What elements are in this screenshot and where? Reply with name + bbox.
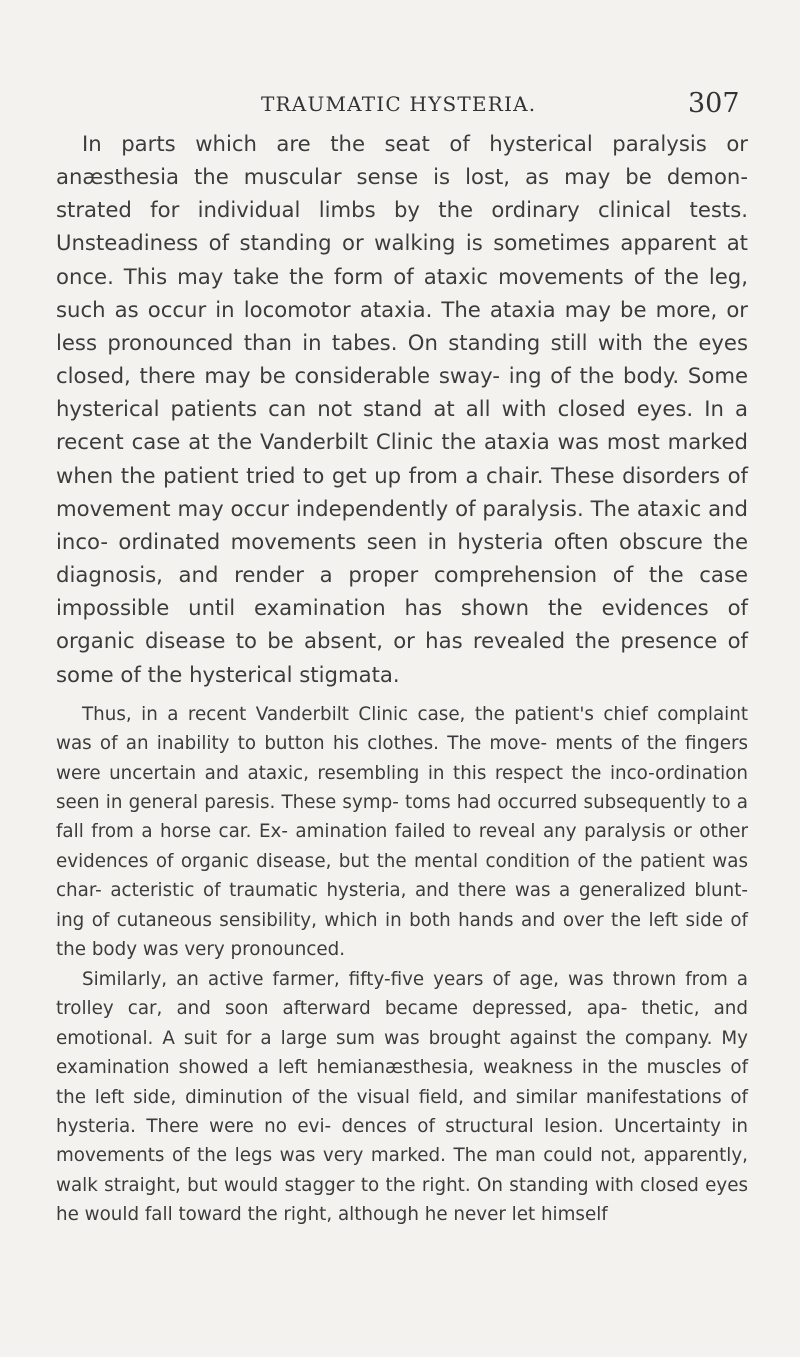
paragraph-gap (56, 691, 748, 700)
page-number: 307 (688, 88, 740, 119)
page-header (0, 86, 800, 126)
running-head: TRAUMATIC HYSTERIA. (261, 92, 537, 116)
paragraph-case-farmer: Similarly, an active farmer, fifty-five years of age, was thrown from a trolley car, and soon afterward became depressed, apa- thetic, and emotional. A suit for a large sum was brought against the company. My examination showed a left hemianæsthesia, weakness in the muscles of the left side, diminution of the visual field, and similar manifestations of hysteria. There were no evi- dences of structural lesion. Uncertainty in movements of the legs was very marked. The man could not, apparently, walk straight, but would stagger to the right. On standing with closed eyes he would fall toward the right, although he never let himself (56, 968, 748, 1226)
page-body (56, 127, 748, 1230)
paragraph-ataxia: In parts which are the seat of hysterical paralysis or anæsthesia the muscular sense is lost, as may be demon- strated for individual limbs by the ordinary clinical tests. Unsteadiness of standing or walking is sometimes apparent at once. This may take the form of ataxic movements of the leg, such as occur in locomotor ataxia. The ataxia may be more, or less pronounced than in tabes. On standing still with the eyes closed, there may be considerable sway- ing of the body. Some hysterical patients can not stand at all with closed eyes. In a recent case at the Vanderbilt Clinic the ataxia was most marked when the patient tried to get up from a chair. These disorders of movement may occur independently of paralysis. The ataxic and inco- ordinated movements seen in hysteria often obscure the diagnosis, and render a proper comprehension of the case impossible until examination has shown the evidences of organic disease to be absent, or has revealed the presence of some of the hysterical stigmata. (56, 131, 748, 687)
paragraph-case-button-clothes: Thus, in a recent Vanderbilt Clinic case, the patient's chief complaint was of an inability to button his clothes. The move- ments of the fingers were uncertain and ataxic, resembling in this respect the inco-ordination seen in general paresis. These symp- toms had occurred subsequently to a fall from a horse car. Ex- amination failed to reveal any paralysis or other evidences of organic disease, but the mental condition of the patient was char- acteristic of traumatic hysteria, and there was a generalized blunt- ing of cutaneous sensibility, which in both hands and over the left side of the body was very pronounced. (56, 703, 748, 961)
